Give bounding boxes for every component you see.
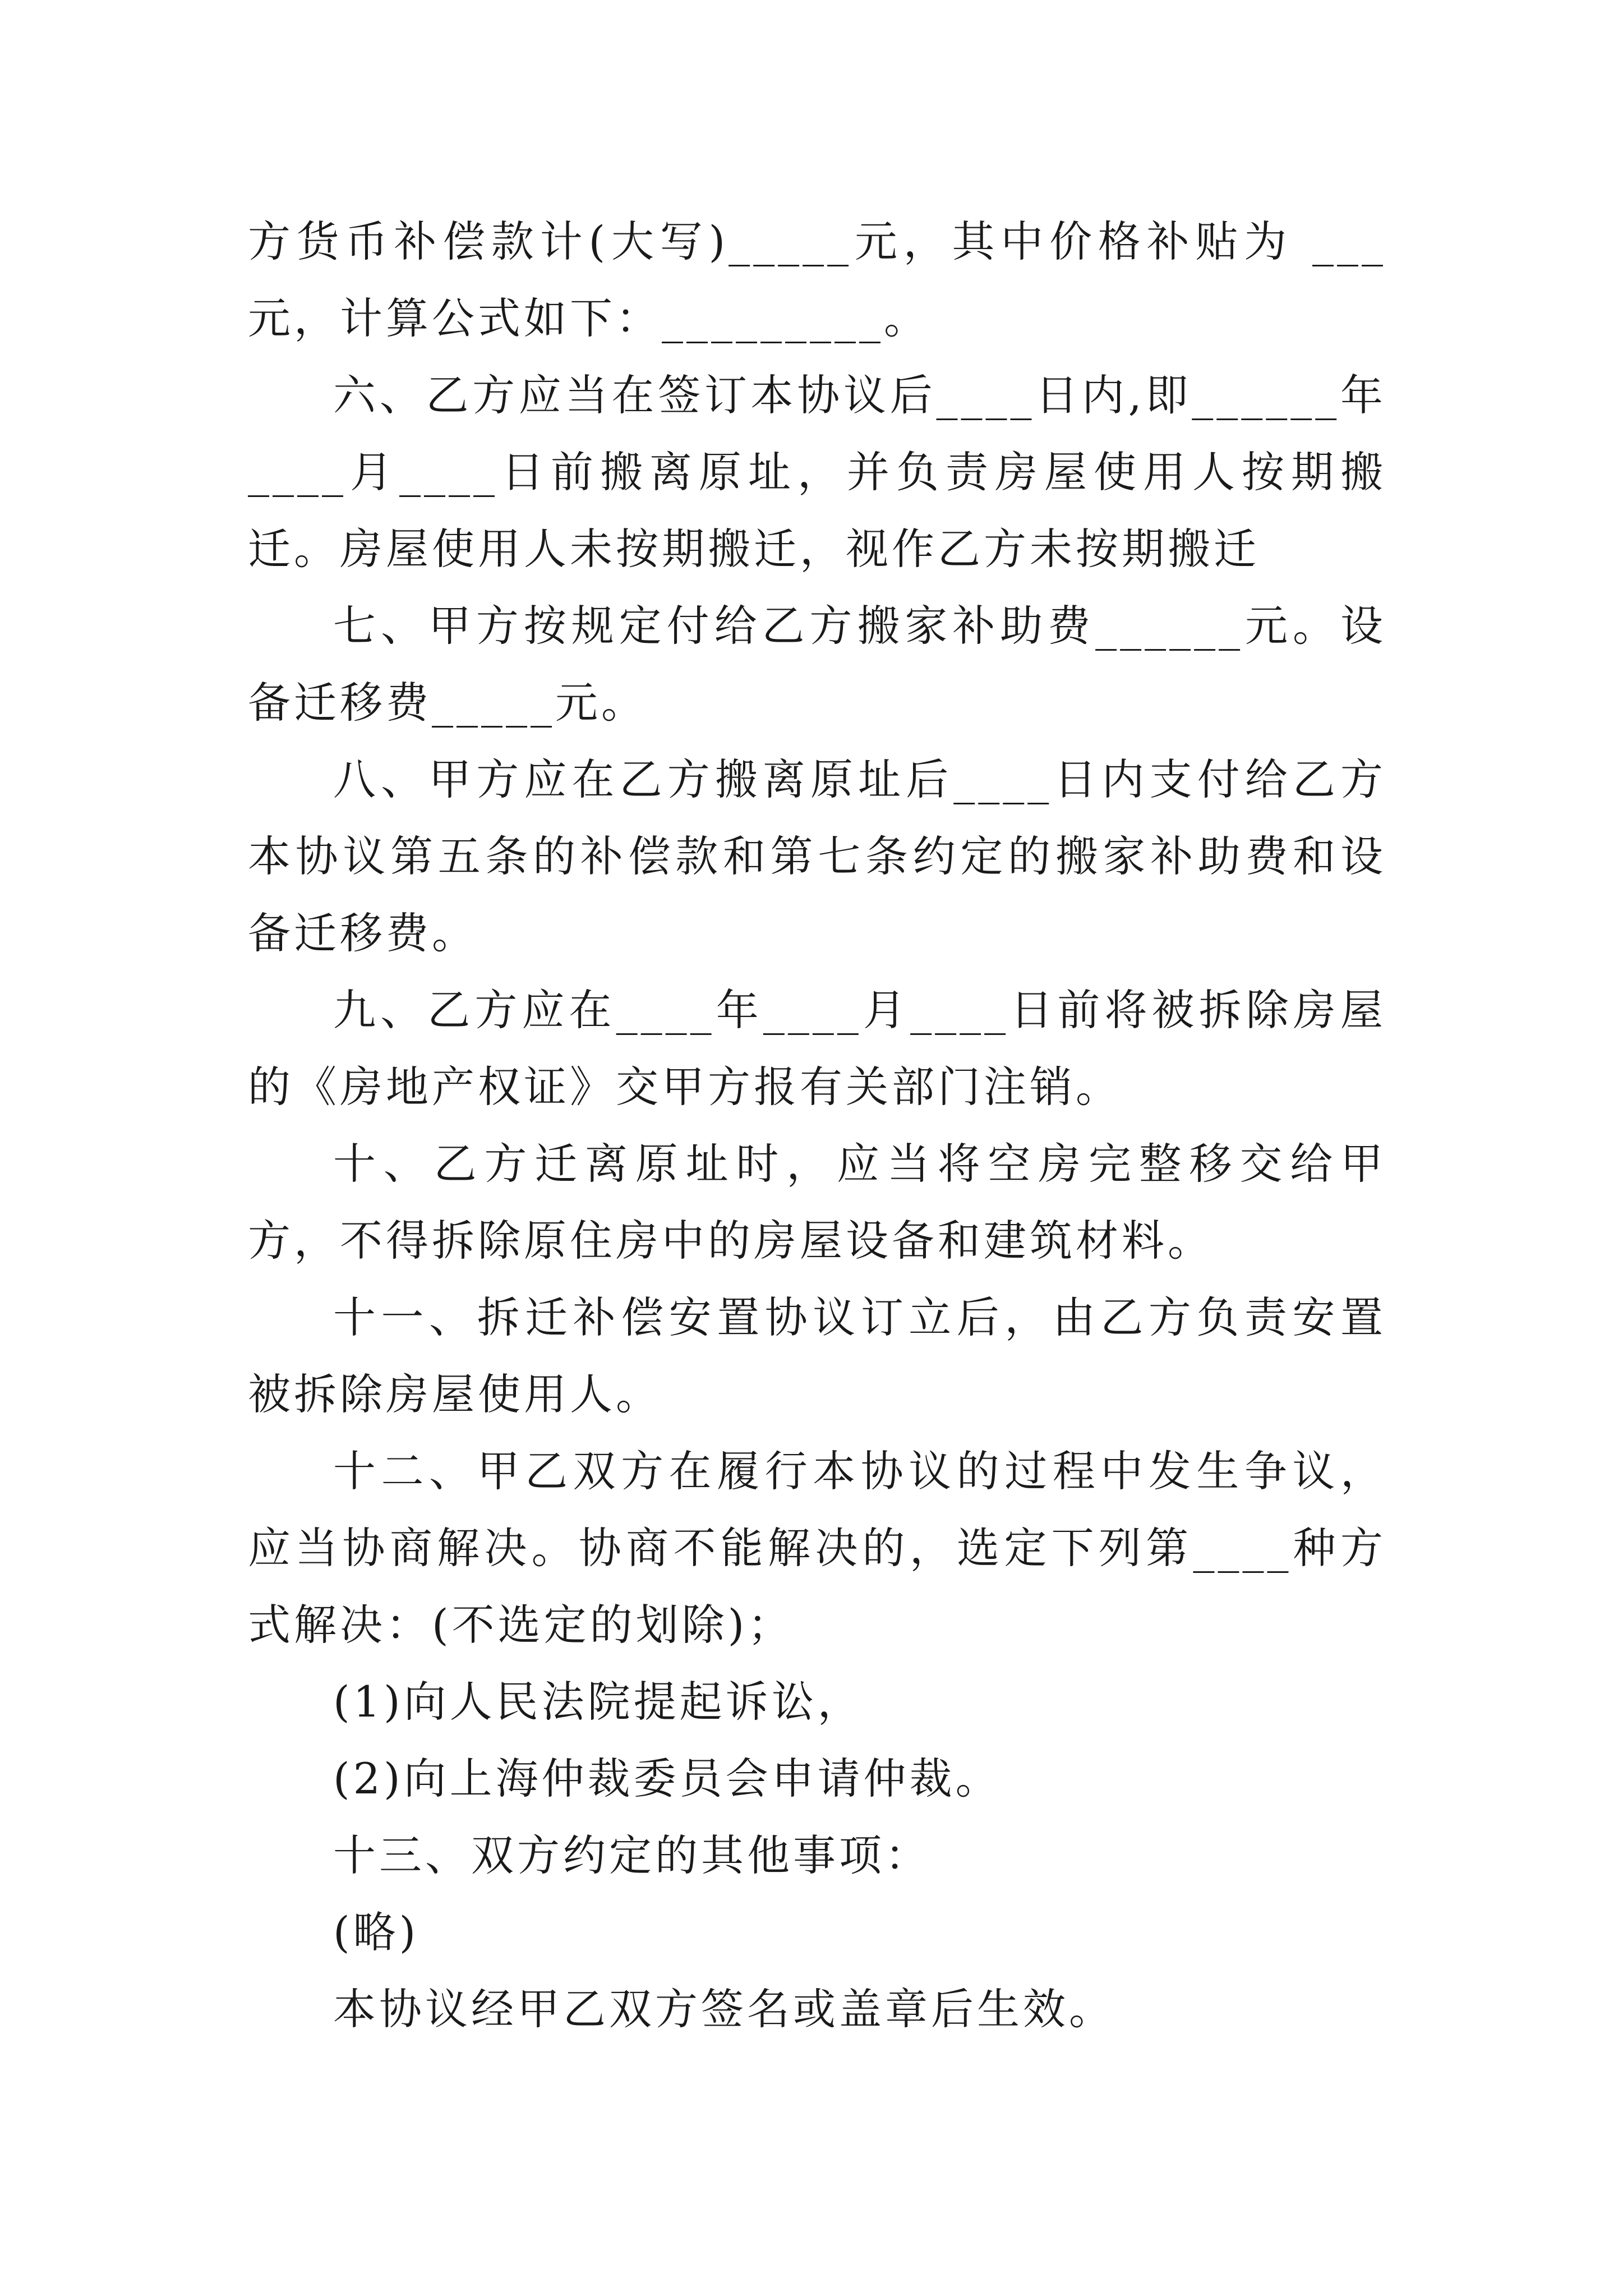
paragraph-article-9: 九、乙方应在____年____月____日前将被拆除房屋的《房地产权证》交甲方报有关部门注销。 (248, 985, 1386, 1112)
paragraph-article-12: 十二、甲乙双方在履行本协议的过程中发生争议，应当协商解决。协商不能解决的，选定下列第____种方式解决：(不选定的划除)； (248, 1446, 1386, 1650)
paragraph-article-6: 六、乙方应当在签订本协议后____日内,即______年____月____日前搬离原址，并负责房屋使用人按期搬迁。房屋使用人未按期搬迁，视作乙方未按期搬迁 (248, 370, 1386, 574)
paragraph-article-12-option-1: (1)向人民法院提起诉讼， (333, 1677, 864, 1727)
paragraph-article-13-detail: (略) (333, 1907, 419, 1957)
document-body (248, 203, 1386, 2047)
paragraph-article-12-option-2: (2)向上海仲裁委员会申请仲裁。 (333, 1754, 1002, 1803)
paragraph-compensation-continued: 方货币补偿款计(大写)_____元，其中价格补贴为 ___元，计算公式如下：_________。 (248, 217, 1386, 343)
paragraph-effective-clause: 本协议经甲乙双方签名或盖章后生效。 (333, 1984, 1115, 2034)
paragraph-article-10: 十、乙方迁离原址时，应当将空房完整移交给甲方，不得拆除原住房中的房屋设备和建筑材料。 (248, 1139, 1386, 1266)
paragraph-article-8: 八、甲方应在乙方搬离原址后____日内支付给乙方本协议第五条的补偿款和第七条约定的搬家补助费和设备迁移费。 (248, 754, 1386, 958)
paragraph-article-7: 七、甲方按规定付给乙方搬家补助费______元。设备迁移费_____元。 (248, 601, 1386, 728)
paragraph-article-11: 十一、拆迁补偿安置协议订立后，由乙方负责安置被拆除房屋使用人。 (248, 1292, 1386, 1419)
paragraph-article-13: 十三、双方约定的其他事项： (333, 1830, 931, 1880)
